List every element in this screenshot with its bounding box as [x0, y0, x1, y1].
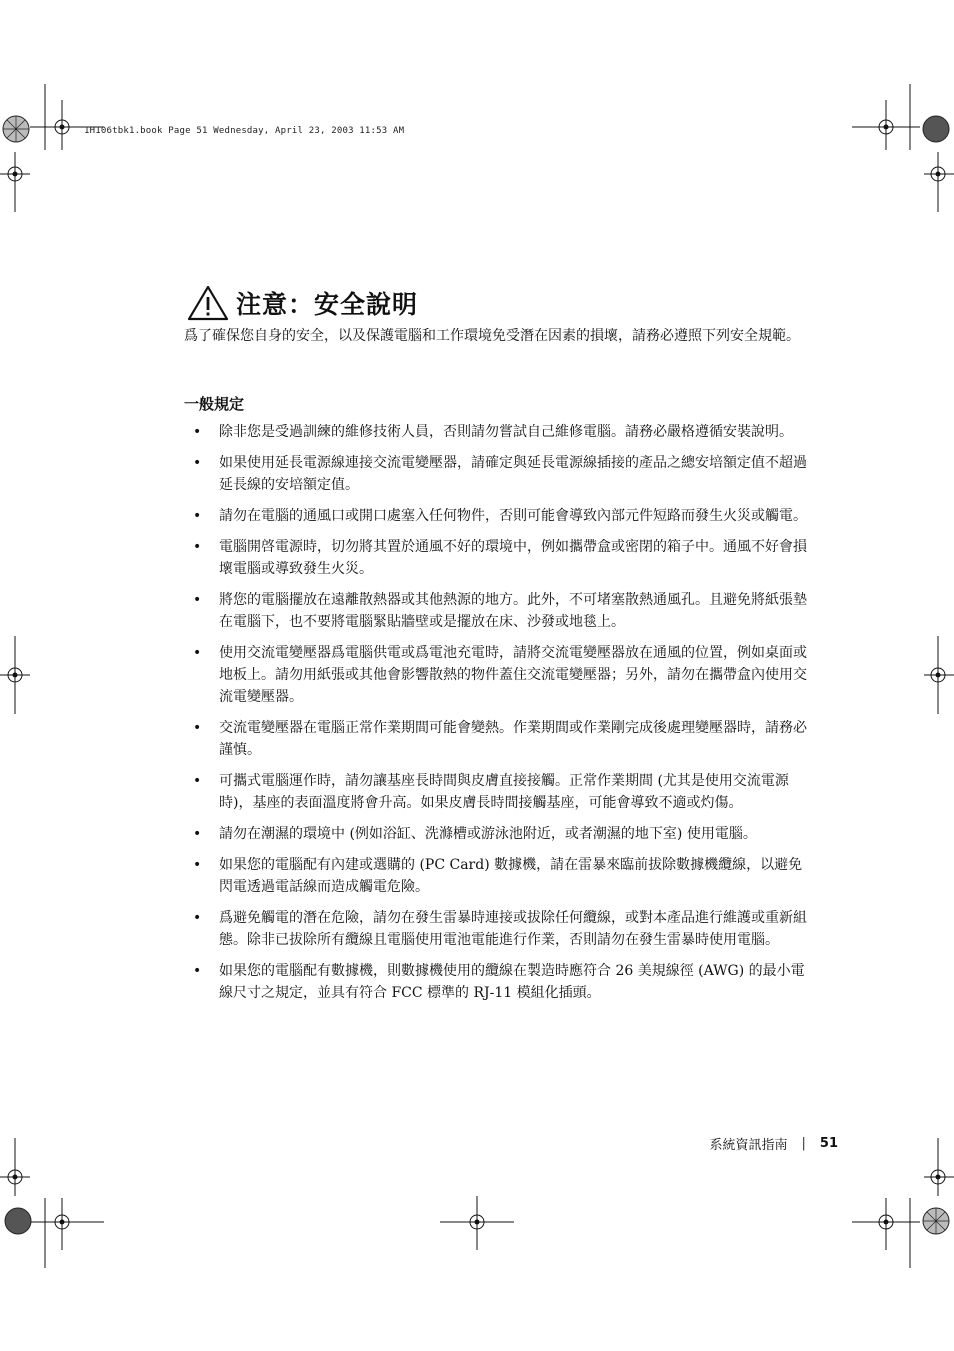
- list-item: [184, 452, 814, 496]
- list-item: [184, 421, 814, 443]
- list-item: [184, 907, 814, 951]
- list-item-text: 請勿在潮濕的環境中 (例如浴缸、洗滌槽或游泳池附近，或者潮濕的地下室) 使用電腦。: [219, 826, 757, 842]
- list-item-text: 除非您是受過訓練的維修技術人員，否則請勿嘗試自己維修電腦。請務必嚴格遵循安裝說明。: [219, 424, 793, 440]
- list-item-text: 請勿在電腦的通風口或開口處塞入任何物件，否則可能會導致內部元件短路而發生火災或觸電。: [219, 508, 807, 524]
- guide-name: 系統資訊指南: [709, 1138, 788, 1153]
- list-item-text: 如果您的電腦配有數據機，則數據機使用的纜線在製造時應符合 26 美規線徑 (AWG) 的最小電線尺寸之規定，並具有符合 FCC 標準的 RJ-11 模組化插頭。: [219, 963, 805, 1001]
- list-item-text: 將您的電腦擺放在遠離散熱器或其他熱源的地方。此外，不可堵塞散熱通風孔。且避免將紙張墊在電腦下，也不要將電腦緊貼牆壁或是擺放在床、沙發或地毯上。: [219, 592, 807, 630]
- safety-rule-list: [184, 421, 814, 1013]
- footer-separator: |: [801, 1136, 806, 1151]
- bullet-icon: •: [193, 720, 202, 736]
- print-header: 1H106tbk1.book Page 51 Wednesday, April 23, 2003 11:53 AM: [84, 126, 405, 136]
- bullet-icon: •: [193, 773, 202, 789]
- list-item-text: 可攜式電腦運作時，請勿讓基座長時間與皮膚直接接觸。正常作業期間 (尤其是使用交流電源時)，基座的表面溫度將會升高。如果皮膚長時間接觸基座，可能會導致不適或灼傷。: [219, 773, 789, 811]
- bullet-icon: •: [193, 857, 202, 873]
- list-item-text: 如果使用延長電源線連接交流電變壓器，請確定與延長電源線插接的產品之總安培額定值不超過延長線的安培額定值。: [219, 455, 807, 493]
- bullet-icon: •: [193, 455, 202, 471]
- bullet-icon: •: [193, 539, 202, 555]
- list-item: [184, 854, 814, 898]
- page-footer: [710, 1134, 839, 1153]
- intro-paragraph: 爲了確保您自身的安全，以及保護電腦和工作環境免受潛在因素的損壞，請務必遵照下列安全規範。: [184, 328, 800, 344]
- page-number: 51: [819, 1136, 838, 1151]
- list-item-text: 如果您的電腦配有內建或選購的 (PC Card) 數據機，請在雷暴來臨前拔除數據機纜線，以避免閃電透過電話線而造成觸電危險。: [219, 857, 803, 895]
- bullet-icon: •: [193, 424, 202, 440]
- list-item: [184, 960, 814, 1004]
- warning-icon: [186, 284, 230, 322]
- section-heading: 一般規定: [184, 395, 245, 413]
- bullet-icon: •: [193, 910, 202, 926]
- bullet-icon: •: [193, 645, 202, 661]
- bullet-icon: •: [193, 826, 202, 842]
- bullet-icon: •: [193, 508, 202, 524]
- list-item-text: 使用交流電變壓器爲電腦供電或爲電池充電時，請將交流電變壓器放在通風的位置，例如桌面或地板上。請勿用紙張或其他會影響散熱的物件蓋住交流電變壓器；另外，請勿在攜帶盒內使用交流電變壓器。: [219, 645, 807, 705]
- list-item: [184, 770, 814, 814]
- bullet-icon: •: [193, 963, 202, 979]
- list-item: [184, 589, 814, 633]
- list-item: [184, 536, 814, 580]
- title-row: [186, 284, 418, 322]
- list-item: [184, 823, 814, 845]
- list-item: [184, 642, 814, 708]
- bullet-icon: •: [193, 592, 202, 608]
- list-item: [184, 505, 814, 527]
- list-item-text: 電腦開啓電源時，切勿將其置於通風不好的環境中，例如攜帶盒或密閉的箱子中。通風不好會損壞電腦或導致發生火災。: [219, 539, 807, 577]
- list-item-text: 交流電變壓器在電腦正常作業期間可能會變熱。作業期間或作業剛完成後處理變壓器時，請務必謹慎。: [219, 720, 807, 758]
- page-title: 注意：安全說明: [236, 290, 419, 319]
- list-item: [184, 717, 814, 761]
- list-item-text: 爲避免觸電的潛在危險，請勿在發生雷暴時連接或拔除任何纜線，或對本產品進行維護或重新組態。除非已拔除所有纜線且電腦使用電池電能進行作業，否則請勿在發生雷暴時使用電腦。: [219, 910, 807, 948]
